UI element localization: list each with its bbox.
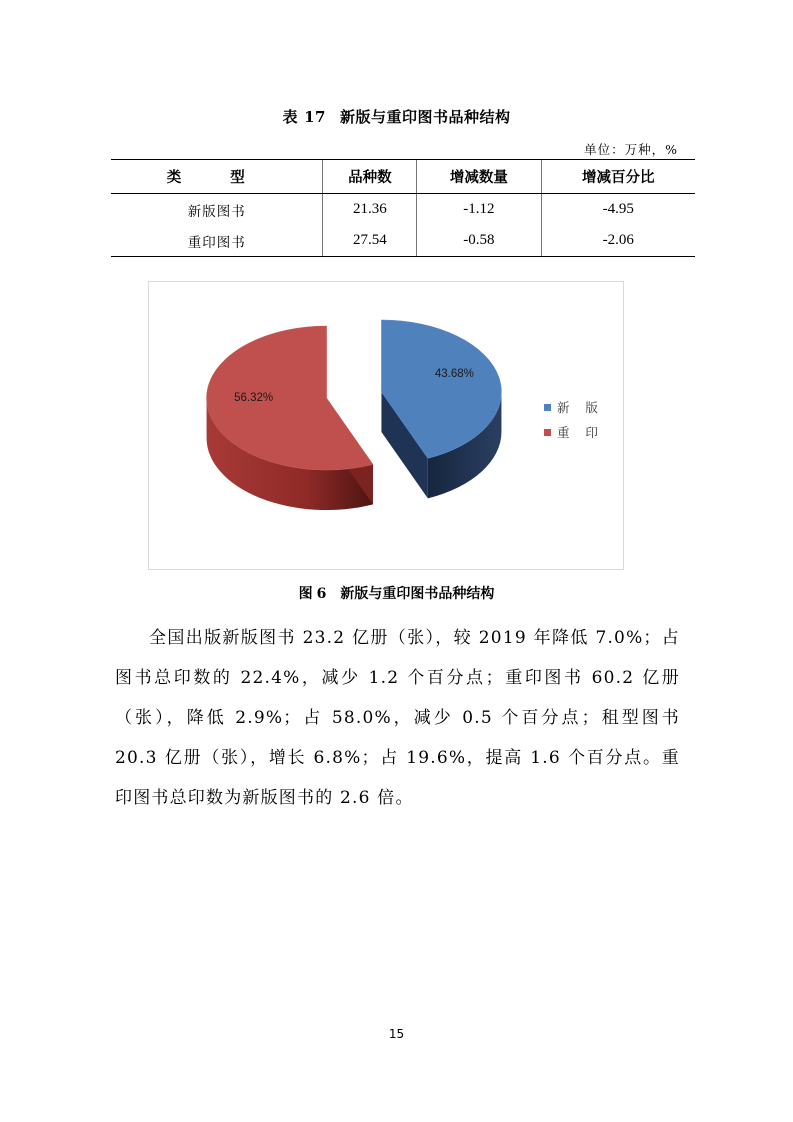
- cell-change-percent: -4.95: [541, 194, 695, 226]
- figure-caption-number: 6: [316, 586, 327, 602]
- legend-swatch: [544, 404, 551, 411]
- table-header-row: [111, 160, 695, 194]
- header-change-percent: 增减百分比: [541, 160, 695, 194]
- cell-row-label: 新版图书: [187, 203, 246, 220]
- body-paragraph: 全国出版新版图书 23.2 亿册（张），较 2019 年降低 7.0%；占图书总印数的 22.4%，减少 1.2 个百分点；重印图书 60.2 亿册（张），降低 2.9%；占 58.0%，减少 0.5 个百分点；租型图书 20.3 亿册（张），增长 6.8%；占 19.6%，提高 1.6 个百分点。重印图书总印数为新版图书的 2.6 倍。: [115, 628, 680, 808]
- table-title-text: 新版与重印图书品种结构: [339, 108, 511, 126]
- data-label: 56.32%: [234, 391, 274, 404]
- table-title-number: 17: [304, 108, 326, 126]
- legend-entry: 重 印: [557, 425, 598, 440]
- data-label: 43.68%: [434, 368, 474, 381]
- header-change-amount: 增减数量: [417, 160, 541, 194]
- legend-entry: 新 版: [557, 400, 598, 415]
- table-title: [0, 106, 793, 127]
- cell-row-label: 重印图书: [111, 225, 323, 257]
- figure-caption-text: 新版与重印图书品种结构: [340, 586, 495, 602]
- pie-chart-container: [148, 281, 624, 570]
- table-unit-note: 单位：万种，%: [584, 142, 678, 157]
- cell-title-count: 27.54: [323, 225, 417, 257]
- figure-caption-label: 图: [298, 586, 313, 602]
- table-row: [111, 194, 695, 226]
- legend-swatch: [544, 429, 551, 436]
- page-number: 15: [388, 1027, 405, 1041]
- cell-change-percent: -2.06: [541, 225, 695, 257]
- data-table: [111, 159, 695, 257]
- cell-title-count: 21.36: [323, 194, 417, 226]
- figure-caption: [0, 583, 793, 603]
- header-title-count: 品种数: [323, 160, 417, 194]
- table-row: [111, 225, 695, 257]
- pie-chart: [149, 282, 623, 569]
- cell-change-amount: -1.12: [417, 194, 541, 226]
- table-title-label: 表: [282, 108, 299, 126]
- header-type: 类 型: [111, 160, 323, 194]
- cell-change-amount: -0.58: [417, 225, 541, 257]
